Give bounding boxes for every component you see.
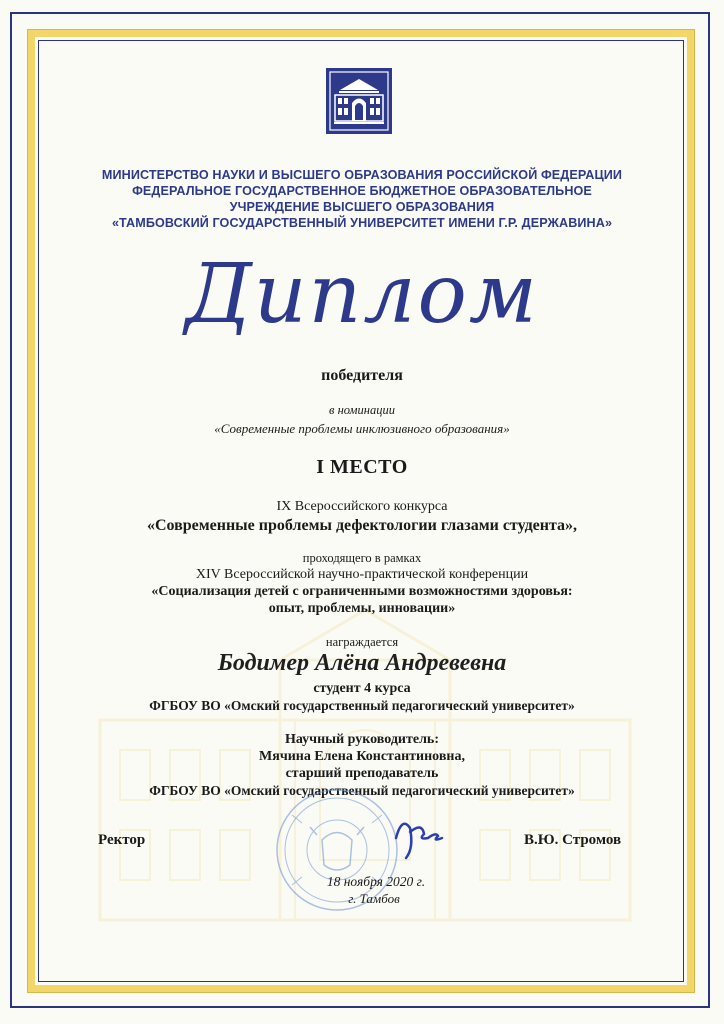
header-line-3: УЧРЕЖДЕНИЕ ВЫСШЕГО ОБРАЗОВАНИЯ — [229, 200, 495, 214]
place-label: I МЕСТО — [316, 456, 408, 478]
nomination-name: «Современные проблемы инклюзивного образования» — [214, 421, 510, 436]
awarded-intro: награждается — [325, 635, 399, 649]
ministry-header — [0, 167, 724, 231]
header-line-2: ФЕДЕРАЛЬНОЕ ГОСУДАРСТВЕННОЕ БЮДЖЕТНОЕ ОБРАЗОВАТЕЛЬНОЕ — [132, 184, 592, 198]
rector-signature — [388, 808, 448, 866]
conference-line-1: XIV Всероссийской научно-практической конференции — [195, 567, 529, 582]
diploma-title: Диплом — [185, 247, 539, 342]
contest-line-2: «Современные проблемы дефектологии глазами студента», — [146, 517, 578, 534]
awardee-status: студент 4 курса — [313, 681, 411, 696]
header-line-4: «ТАМБОВСКИЙ ГОСУДАРСТВЕННЫЙ УНИВЕРСИТЕТ ИМЕНИ Г.Р. ДЕРЖАВИНА» — [111, 216, 613, 230]
rector-name: В.Ю. Стромов — [524, 832, 622, 848]
supervisor-org: ФГБОУ ВО «Омский государственный педагогический университет» — [149, 783, 575, 798]
university-logo — [326, 68, 392, 134]
nomination-intro: в номинации — [329, 403, 395, 417]
header-line-1: МИНИСТЕРСТВО НАУКИ И ВЫСШЕГО ОБРАЗОВАНИЯ РОССИЙСКОЙ ФЕДЕРАЦИИ — [101, 168, 623, 182]
subtitle: победителя — [321, 367, 403, 384]
supervisor-position: старший преподаватель — [285, 766, 439, 781]
issue-date: 18 ноября 2020 г. — [326, 874, 426, 889]
conference-line-2: «Социализация детей с ограниченными возможностями здоровья: — [151, 584, 573, 599]
issue-city: г. Тамбов — [348, 891, 400, 906]
supervisor-label: Научный руководитель: — [285, 732, 439, 747]
awardee-org: ФГБОУ ВО «Омский государственный педагогический университет» — [149, 698, 575, 713]
rector-label: Ректор — [98, 832, 146, 848]
supervisor-name: Мячина Елена Константиновна, — [259, 749, 465, 764]
contest-line-1: IX Всероссийского конкурса — [276, 499, 448, 514]
conference-intro: проходящего в рамках — [302, 551, 422, 565]
awardee-name: Бодимер Алёна Андревевна — [217, 650, 507, 676]
conference-line-3: опыт, проблемы, инновации» — [268, 601, 456, 616]
